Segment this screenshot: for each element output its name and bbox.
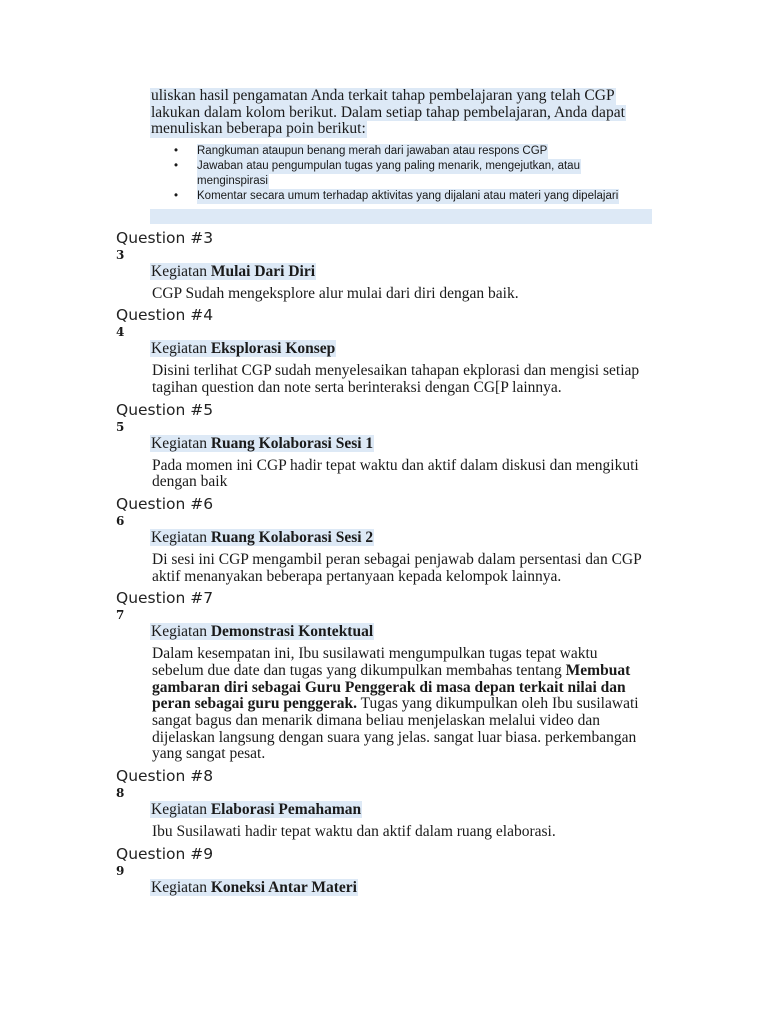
bullet-marker: •	[174, 189, 179, 202]
activity-prefix: Kegiatan	[151, 623, 207, 641]
answer-text	[116, 458, 656, 491]
bullet-marker: •	[174, 159, 179, 172]
activity-title	[116, 529, 656, 546]
instruction-line: uliskan hasil pengamatan Anda terkait tahap pembelajaran yang telah CGP	[151, 87, 615, 104]
answer-segment: Dalam kesempatan ini, Ibu susilawati mengumpulkan tugas tepat waktu	[152, 645, 598, 663]
question-4	[116, 307, 656, 396]
bullet-text: Jawaban atau pengumpulan tugas yang paling menarik, mengejutkan, atau	[197, 159, 580, 172]
question-number: 9	[116, 863, 125, 878]
bullet-text: Rangkuman ataupun benang merah dari jawaban atau respons CGP	[197, 144, 548, 157]
answer-line: Ibu Susilawati hadir tepat waktu dan aktif dalam ruang elaborasi.	[152, 823, 556, 841]
question-heading: Question #5	[116, 400, 214, 419]
instruction-line: menuliskan beberapa poin berikut:	[151, 120, 366, 137]
answer-line: Di sesi ini CGP mengambil peran sebagai penjawab dalam persentasi dan CGP	[152, 550, 642, 568]
activity-title	[116, 801, 656, 818]
bullet-item	[150, 189, 652, 204]
answer-line: Disini terlihat CGP sudah menyelesaikan tahapan ekplorasi dan mengisi setiap	[152, 362, 640, 380]
answer-text	[116, 286, 656, 303]
answer-emphasis: peran sebagai guru penggerak.	[152, 695, 357, 713]
question-number: 7	[116, 608, 125, 623]
bullet-text: Komentar secara umum terhadap aktivitas yang dijalani atau materi yang dipelajari	[197, 189, 619, 202]
answer-line: CGP Sudah mengeksplore alur mulai dari diri dengan baik.	[152, 284, 519, 302]
activity-prefix: Kegiatan	[151, 801, 207, 819]
instruction-bullet-list	[150, 144, 652, 204]
activity-name: Mulai Dari Diri	[210, 262, 316, 280]
question-heading: Question #7	[116, 589, 214, 608]
activity-name: Ruang Kolaborasi Sesi 1	[210, 434, 374, 452]
activity-title	[116, 879, 656, 896]
highlighted-empty-line	[150, 209, 652, 224]
instruction-line: lakukan dalam kolom berikut. Dalam setiap tahap pembelajaran, Anda dapat	[151, 103, 625, 121]
answer-segment: sebelum due date dan tugas yang dikumpulkan membahas tentang	[152, 662, 562, 679]
instruction-line-wrapper	[150, 88, 652, 105]
question-heading: Question #9	[116, 844, 214, 863]
bullet-line-wrapper	[197, 189, 652, 204]
question-number: 6	[116, 513, 125, 528]
answer-line	[152, 646, 656, 663]
bullet-text: menginspirasi	[197, 174, 268, 187]
answer-emphasis: Membuat	[565, 662, 631, 679]
activity-highlight	[150, 623, 374, 640]
answer-segment: Tugas yang dikumpulkan oleh Ibu susilawati	[360, 695, 639, 713]
question-7	[116, 590, 656, 763]
answer-line: Pada momen ini CGP hadir tepat waktu dan aktif dalam diskusi dan mengikuti	[152, 456, 639, 474]
bullet-line-wrapper	[197, 159, 652, 174]
answer-segment: dijelaskan langsung dengan suara yang jelas. sangat luar biasa. perkembangan	[152, 728, 637, 746]
answer-text	[116, 363, 656, 396]
activity-highlight	[150, 340, 336, 357]
question-heading: Question #8	[116, 767, 214, 786]
question-heading: Question #6	[116, 494, 214, 513]
answer-line	[152, 746, 656, 763]
question-heading: Question #3	[116, 228, 214, 247]
answer-line	[152, 696, 656, 713]
activity-prefix: Kegiatan	[151, 262, 207, 280]
activity-prefix: Kegiatan	[151, 528, 207, 546]
activity-highlight	[150, 263, 316, 280]
activity-name: Ruang Kolaborasi Sesi 2	[210, 528, 374, 546]
activity-name: Koneksi Antar Materi	[210, 878, 357, 896]
answer-segment: yang sangat pesat.	[152, 745, 266, 763]
answer-line	[152, 663, 656, 680]
instruction-line-wrapper	[150, 121, 652, 138]
question-list	[116, 230, 656, 901]
answer-line: aktif menanyakan beberapa pertanyaan kepada kelompok lainnya.	[152, 567, 562, 585]
activity-highlight	[150, 801, 362, 818]
activity-highlight	[150, 879, 358, 896]
instruction-block	[150, 88, 652, 224]
question-heading: Question #4	[116, 306, 214, 325]
question-6	[116, 496, 656, 585]
instruction-line-wrapper	[150, 105, 652, 122]
bullet-line-wrapper	[197, 174, 652, 189]
question-5	[116, 402, 656, 491]
answer-line: dengan baik	[152, 473, 228, 491]
question-number: 3	[116, 247, 125, 262]
answer-line	[152, 730, 656, 747]
activity-name: Elaborasi Pemahaman	[210, 801, 362, 819]
activity-prefix: Kegiatan	[151, 340, 207, 358]
activity-prefix: Kegiatan	[151, 878, 207, 896]
answer-text	[116, 824, 656, 841]
activity-highlight	[150, 435, 374, 452]
bullet-item	[150, 159, 652, 189]
question-3	[116, 230, 656, 303]
bullet-marker: •	[174, 144, 179, 157]
bullet-line-wrapper	[197, 144, 652, 159]
answer-text	[116, 646, 656, 763]
bullet-item	[150, 144, 652, 159]
activity-prefix: Kegiatan	[151, 434, 207, 452]
activity-highlight	[150, 529, 374, 546]
question-number: 8	[116, 786, 125, 801]
question-8	[116, 768, 656, 841]
activity-title	[116, 623, 656, 640]
activity-title	[116, 340, 656, 357]
answer-emphasis: gambaran diri sebagai Guru Penggerak di masa depan terkait nilai dan	[152, 678, 626, 696]
activity-title	[116, 263, 656, 280]
answer-line	[152, 680, 656, 697]
question-number: 4	[116, 325, 125, 340]
activity-name: Demonstrasi Kontektual	[210, 623, 374, 641]
activity-title	[116, 435, 656, 452]
answer-line	[152, 713, 656, 730]
answer-segment: sangat bagus dan menarik dimana beliau menjelaskan melalui video dan	[152, 712, 601, 730]
answer-line: tagihan question dan note serta berinteraksi dengan CG[P lainnya.	[152, 378, 562, 396]
answer-text	[116, 552, 656, 585]
question-9	[116, 846, 656, 896]
question-number: 5	[116, 419, 125, 434]
activity-name: Eksplorasi Konsep	[210, 340, 336, 358]
